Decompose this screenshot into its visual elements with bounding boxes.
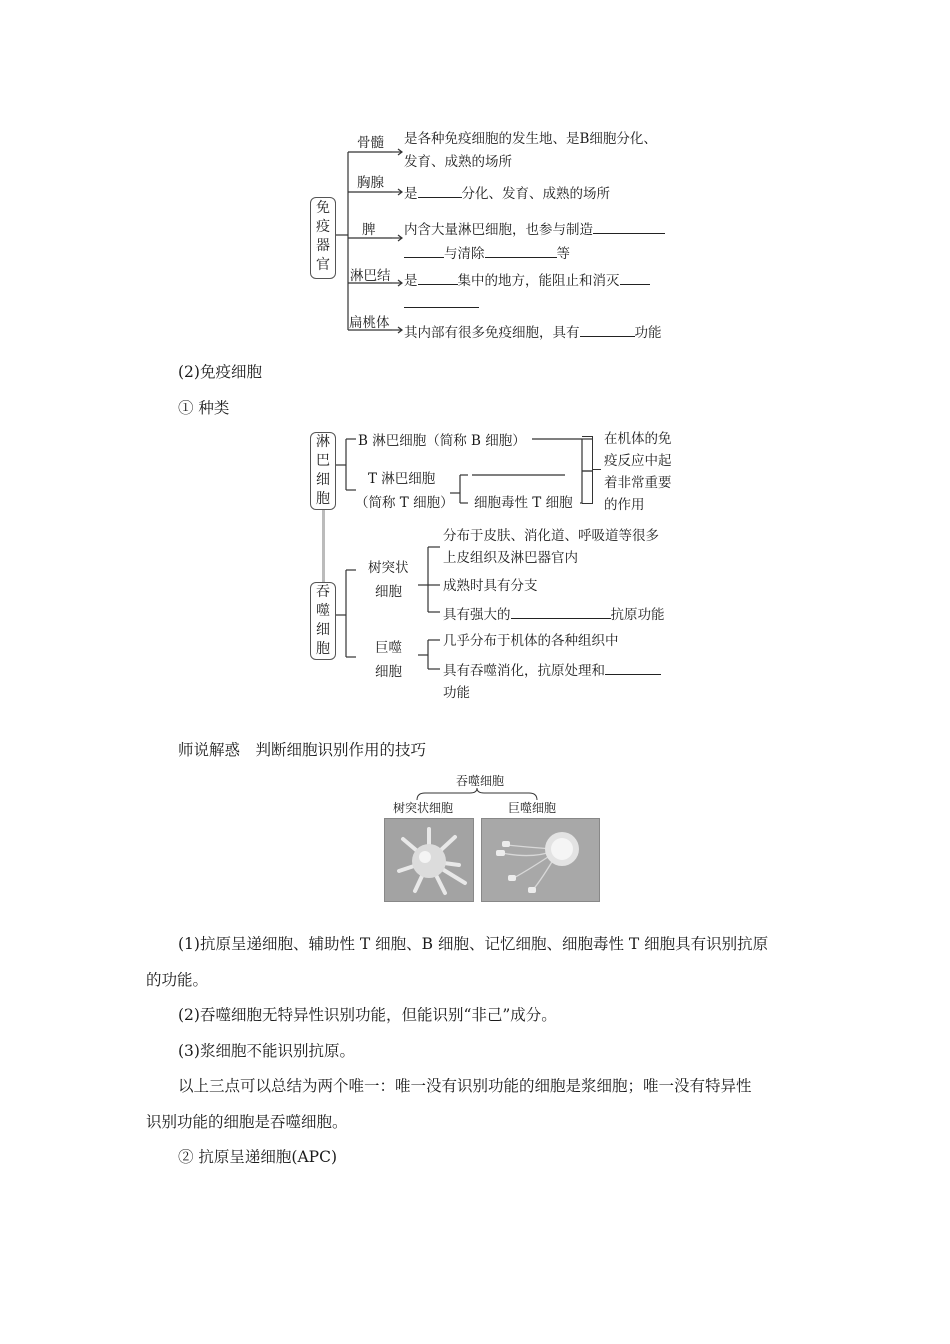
dendritic-cell-image: [384, 818, 474, 902]
paragraph-4b: 识别功能的细胞是吞噬细胞。: [146, 1113, 348, 1131]
dendritic-item-2: 上皮组织及淋巴器官内: [443, 550, 578, 566]
dendritic-label-1: 树突状: [368, 560, 409, 576]
thymus-desc: 是 分化、发育、成熟的场所: [404, 183, 610, 203]
figure-left-label: 树突状细胞: [393, 801, 454, 815]
macro-item-1: 几乎分布于机体的各种组织中: [443, 633, 619, 649]
section-kinds: ① 种类: [178, 399, 230, 417]
blank: [418, 270, 458, 285]
teacher-title: 师说解惑 判断细胞识别作用的技巧: [178, 741, 427, 759]
spleen-desc-2: 与清除 等: [404, 243, 570, 263]
marrow-desc-1: 是各种免疫细胞的发生地、是B细胞分化、: [404, 131, 657, 147]
organ-name-marrow: 骨髓: [357, 135, 384, 151]
blank: [418, 183, 462, 198]
paragraph-2: (2)吞噬细胞无特异性识别功能，但能识别“非己”成分。: [178, 1006, 557, 1024]
paragraph-1b: 的功能。: [146, 971, 209, 989]
marrow-desc-2: 发育、成熟的场所: [404, 154, 512, 170]
paragraph-3: (3)浆细胞不能识别抗原。: [178, 1042, 355, 1060]
blank: [511, 604, 611, 619]
blank: [605, 660, 661, 675]
lymphnode-desc-1: 是 集中的地方，能阻止和消灭: [404, 270, 650, 290]
tonsil-desc: 其内部有很多免疫细胞，具有 功能: [404, 322, 662, 342]
section-immune-cells: (2)免疫细胞: [178, 363, 262, 381]
lymphnode-blank-2: [404, 307, 479, 308]
figure-top-label: 吞噬细胞: [456, 774, 505, 788]
t-cell-label-2: （简称 T 细胞）: [355, 495, 454, 511]
macro-item-2: 具有吞噬消化，抗原处理和: [443, 660, 661, 680]
blank: [404, 243, 444, 258]
role-bracket: [582, 436, 593, 504]
role-line-3: 着非常重要: [604, 475, 672, 491]
t-cell-label-1: T 淋巴细胞: [368, 471, 436, 487]
role-line-2: 疫反应中起: [604, 453, 672, 469]
figure-right-label: 巨噬细胞: [508, 801, 557, 815]
role-line-1: 在机体的免: [604, 431, 672, 447]
role-line-4: 的作用: [604, 497, 645, 513]
dendritic-item-1: 分布于皮肤、消化道、呼吸道等很多: [443, 528, 659, 544]
dendritic-item-3: 成熟时具有分支: [443, 578, 538, 594]
b-cell-label: B 淋巴细胞（简称 B 细胞）: [358, 433, 526, 449]
organ-name-thymus: 胸腺: [357, 175, 384, 191]
phago-root-label: 吞 噬 细 胞: [316, 584, 330, 657]
organ-name-spleen: 脾: [362, 222, 376, 238]
spleen-desc-1: 内含大量淋巴细胞，也参与制造: [404, 219, 665, 239]
organ-name-lymphnode: 淋巴结: [350, 268, 391, 284]
paragraph-5: ② 抗原呈递细胞(APC): [178, 1148, 338, 1166]
macro-label-1: 巨噬: [375, 640, 402, 656]
macro-label-2: 细胞: [375, 664, 402, 680]
macrophage-image: [481, 818, 600, 902]
paragraph-1a: (1)抗原呈递细胞、辅助性 T 细胞、B 细胞、记忆细胞、细胞毒性 T 细胞具有识别抗原: [178, 935, 769, 953]
dendritic-item-4: 具有强大的 抗原功能: [443, 604, 665, 624]
macro-item-3: 功能: [443, 685, 470, 701]
lymph-root-label: 淋 巴 细 胞: [316, 434, 330, 507]
organ-root-label: 免 疫 器 官: [316, 200, 330, 273]
dendritic-label-2: 细胞: [375, 584, 402, 600]
blank: [593, 219, 665, 234]
blank: [620, 270, 650, 285]
role-tick: [593, 469, 601, 470]
paragraph-4a: 以上三点可以总结为两个唯一：唯一没有识别功能的细胞是浆细胞；唯一没有特异性: [178, 1077, 752, 1095]
t-sub-cytotoxic: 细胞毒性 T 细胞: [474, 495, 573, 511]
blank: [580, 322, 635, 337]
blank: [485, 243, 557, 258]
organ-name-tonsil: 扁桃体: [349, 315, 390, 331]
